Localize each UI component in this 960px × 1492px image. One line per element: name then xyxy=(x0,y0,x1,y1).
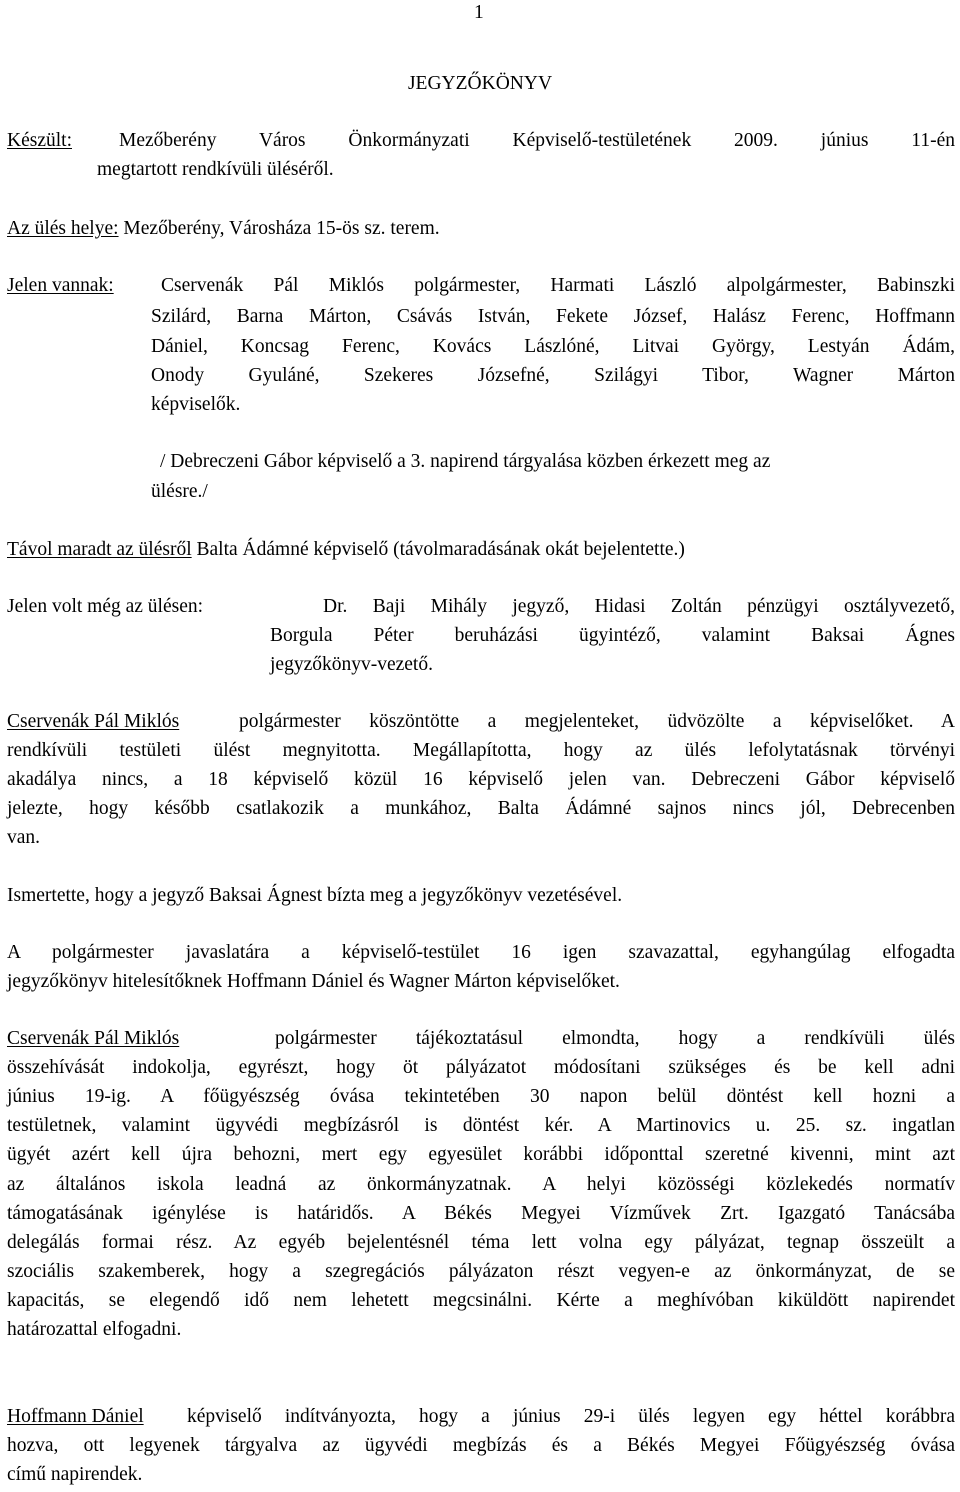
p4-line-8: delegálás formai rész. Az egyéb bejelentésnél téma lett volna egy pályázat, tegnap összeült a xyxy=(7,1232,955,1253)
tavol-label: Távol maradt az ülésről xyxy=(7,539,192,560)
jelen-volt-line-1 xyxy=(7,594,955,620)
p5-line-3: című napirendek. xyxy=(7,1464,143,1485)
jelen-label: Jelen vannak: xyxy=(7,275,114,296)
keszult-label: Készült: xyxy=(7,130,72,151)
p2-line: Ismertette, hogy a jegyző Baksai Ágnest bízta meg a jegyzőkönyv vezetésével. xyxy=(7,885,623,906)
keszult-line-1 xyxy=(7,128,955,154)
p5-line-1 xyxy=(7,1404,955,1430)
jelen-line-4: Onody Gyuláné, Szekeres Józsefné, Szilágyi Tibor, Wagner Márton xyxy=(151,365,955,386)
jelen-volt-line-3: jegyzőkönyv-vezető. xyxy=(270,654,433,675)
p4-line-5: ügyét azért kell újra behozni, mert egy egyesület korábbi időponttal szeretné kivenni, mint azt xyxy=(7,1144,955,1165)
helye-label: Az ülés helye: xyxy=(7,218,119,239)
helye-line xyxy=(7,216,440,242)
p5-line-2: hozva, ott legyenek tárgyalva az ügyvédi megbízás és a Békés Megyei Főügyészség óvása xyxy=(7,1435,955,1456)
late-note-line-1: / Debreczeni Gábor képviselő a 3. napirend tárgyalása közben érkezett meg az xyxy=(160,451,771,472)
keszult-line-2: megtartott rendkívüli üléséről. xyxy=(97,159,334,180)
p1-name: Cservenák Pál Miklós xyxy=(7,711,180,732)
jelen-line-3: Dániel, Koncsag Ferenc, Kovács Lászlóné, Litvai György, Lestyán Ádám, xyxy=(151,336,955,357)
p5-name: Hoffmann Dániel xyxy=(7,1406,144,1427)
document-title: JEGYZŐKÖNYV xyxy=(407,73,553,94)
p4-line-7: támogatásának igénylése is határidős. A Békés Megyei Vízművek Zrt. Igazgató Tanácsába xyxy=(7,1203,955,1224)
p4-line-6: az általános iskola leadná az önkormányzatnak. A helyi közösségi közlekedés normatív xyxy=(7,1174,955,1195)
p4-line-11: határozattal elfogadni. xyxy=(7,1319,182,1340)
p4-text-1: polgármester tájékoztatásul elmondta, hogy a rendkívüli ülés xyxy=(275,1028,955,1049)
jelen-line-5: képviselők. xyxy=(151,394,241,415)
p5-text-1: képviselő indítványozta, hogy a június 29-i ülés legyen egy héttel korábbra xyxy=(187,1406,955,1427)
late-note-line-2: ülésre./ xyxy=(151,481,208,502)
p1-line-5: van. xyxy=(7,827,41,848)
p4-line-4: testületnek, valamint ügyvédi megbízásról is döntést kér. A Martinovics u. 25. sz. ingatlan xyxy=(7,1115,955,1136)
p1-line-1 xyxy=(7,709,955,735)
jelen-line-1 xyxy=(7,273,955,299)
keszult-text: Mezőberény Város Önkormányzati Képviselő-testületének 2009. június 11-én xyxy=(119,130,955,151)
p3-line-1: A polgármester javaslatára a képviselő-testület 16 igen szavazattal, egyhangúlag elfogadta xyxy=(7,942,955,963)
p4-name: Cservenák Pál Miklós xyxy=(7,1028,180,1049)
helye-text: Mezőberény, Városháza 15-ös sz. terem. xyxy=(123,218,440,239)
p4-line-2: összehívását indokolja, egyrészt, hogy öt pályázatot módosítani szükséges és be kell adni xyxy=(7,1057,955,1078)
page-number: 1 xyxy=(474,2,484,23)
p4-line-9: szociális szakemberek, hogy a szegregációs pályázaton részt vegyen-e az önkormányzat, de se xyxy=(7,1261,955,1282)
jelen-text-1: Cservenák Pál Miklós polgármester, Harmati László alpolgármester, Babinszki xyxy=(161,275,955,296)
p1-line-3: akadálya nincs, a 18 képviselő közül 16 képviselő jelen van. Debreczeni Gábor képviselő xyxy=(7,769,955,790)
jelen-volt-text-1: Dr. Baji Mihály jegyző, Hidasi Zoltán pénzügyi osztályvezető, xyxy=(323,596,955,617)
p4-line-1 xyxy=(7,1026,955,1052)
p4-line-3: június 19-ig. A főügyészség óvása tekintetében 30 napon belül döntést kell hozni a xyxy=(7,1086,955,1107)
jelen-volt-label: Jelen volt még az ülésen: xyxy=(7,596,204,617)
tavol-line xyxy=(7,537,685,563)
p1-text-1: polgármester köszöntötte a megjelenteket, üdvözölte a képviselőket. A xyxy=(239,711,955,732)
p1-line-4: jelezte, hogy később csatlakozik a munkához, Balta Ádámné sajnos nincs jól, Debrecenben xyxy=(7,798,955,819)
p3-line-2: jegyzőkönyv hitelesítőknek Hoffmann Dániel és Wagner Márton képviselőket. xyxy=(7,971,620,992)
p4-line-10: kapacitás, se elegendő idő nem lehetett megcsinálni. Kérte a meghívóban kiküldött napirendet xyxy=(7,1290,955,1311)
tavol-text: Balta Ádámné képviselő (távolmaradásának okát bejelentette.) xyxy=(196,539,685,560)
p1-line-2: rendkívüli testületi ülést megnyitotta. Megállapította, hogy az ülés lefolytatásnak törvényi xyxy=(7,740,955,761)
jelen-line-2: Szilárd, Barna Márton, Csávás István, Fekete József, Halász Ferenc, Hoffmann xyxy=(151,306,955,327)
jelen-volt-line-2: Borgula Péter beruházási ügyintéző, valamint Baksai Ágnes xyxy=(270,625,955,646)
